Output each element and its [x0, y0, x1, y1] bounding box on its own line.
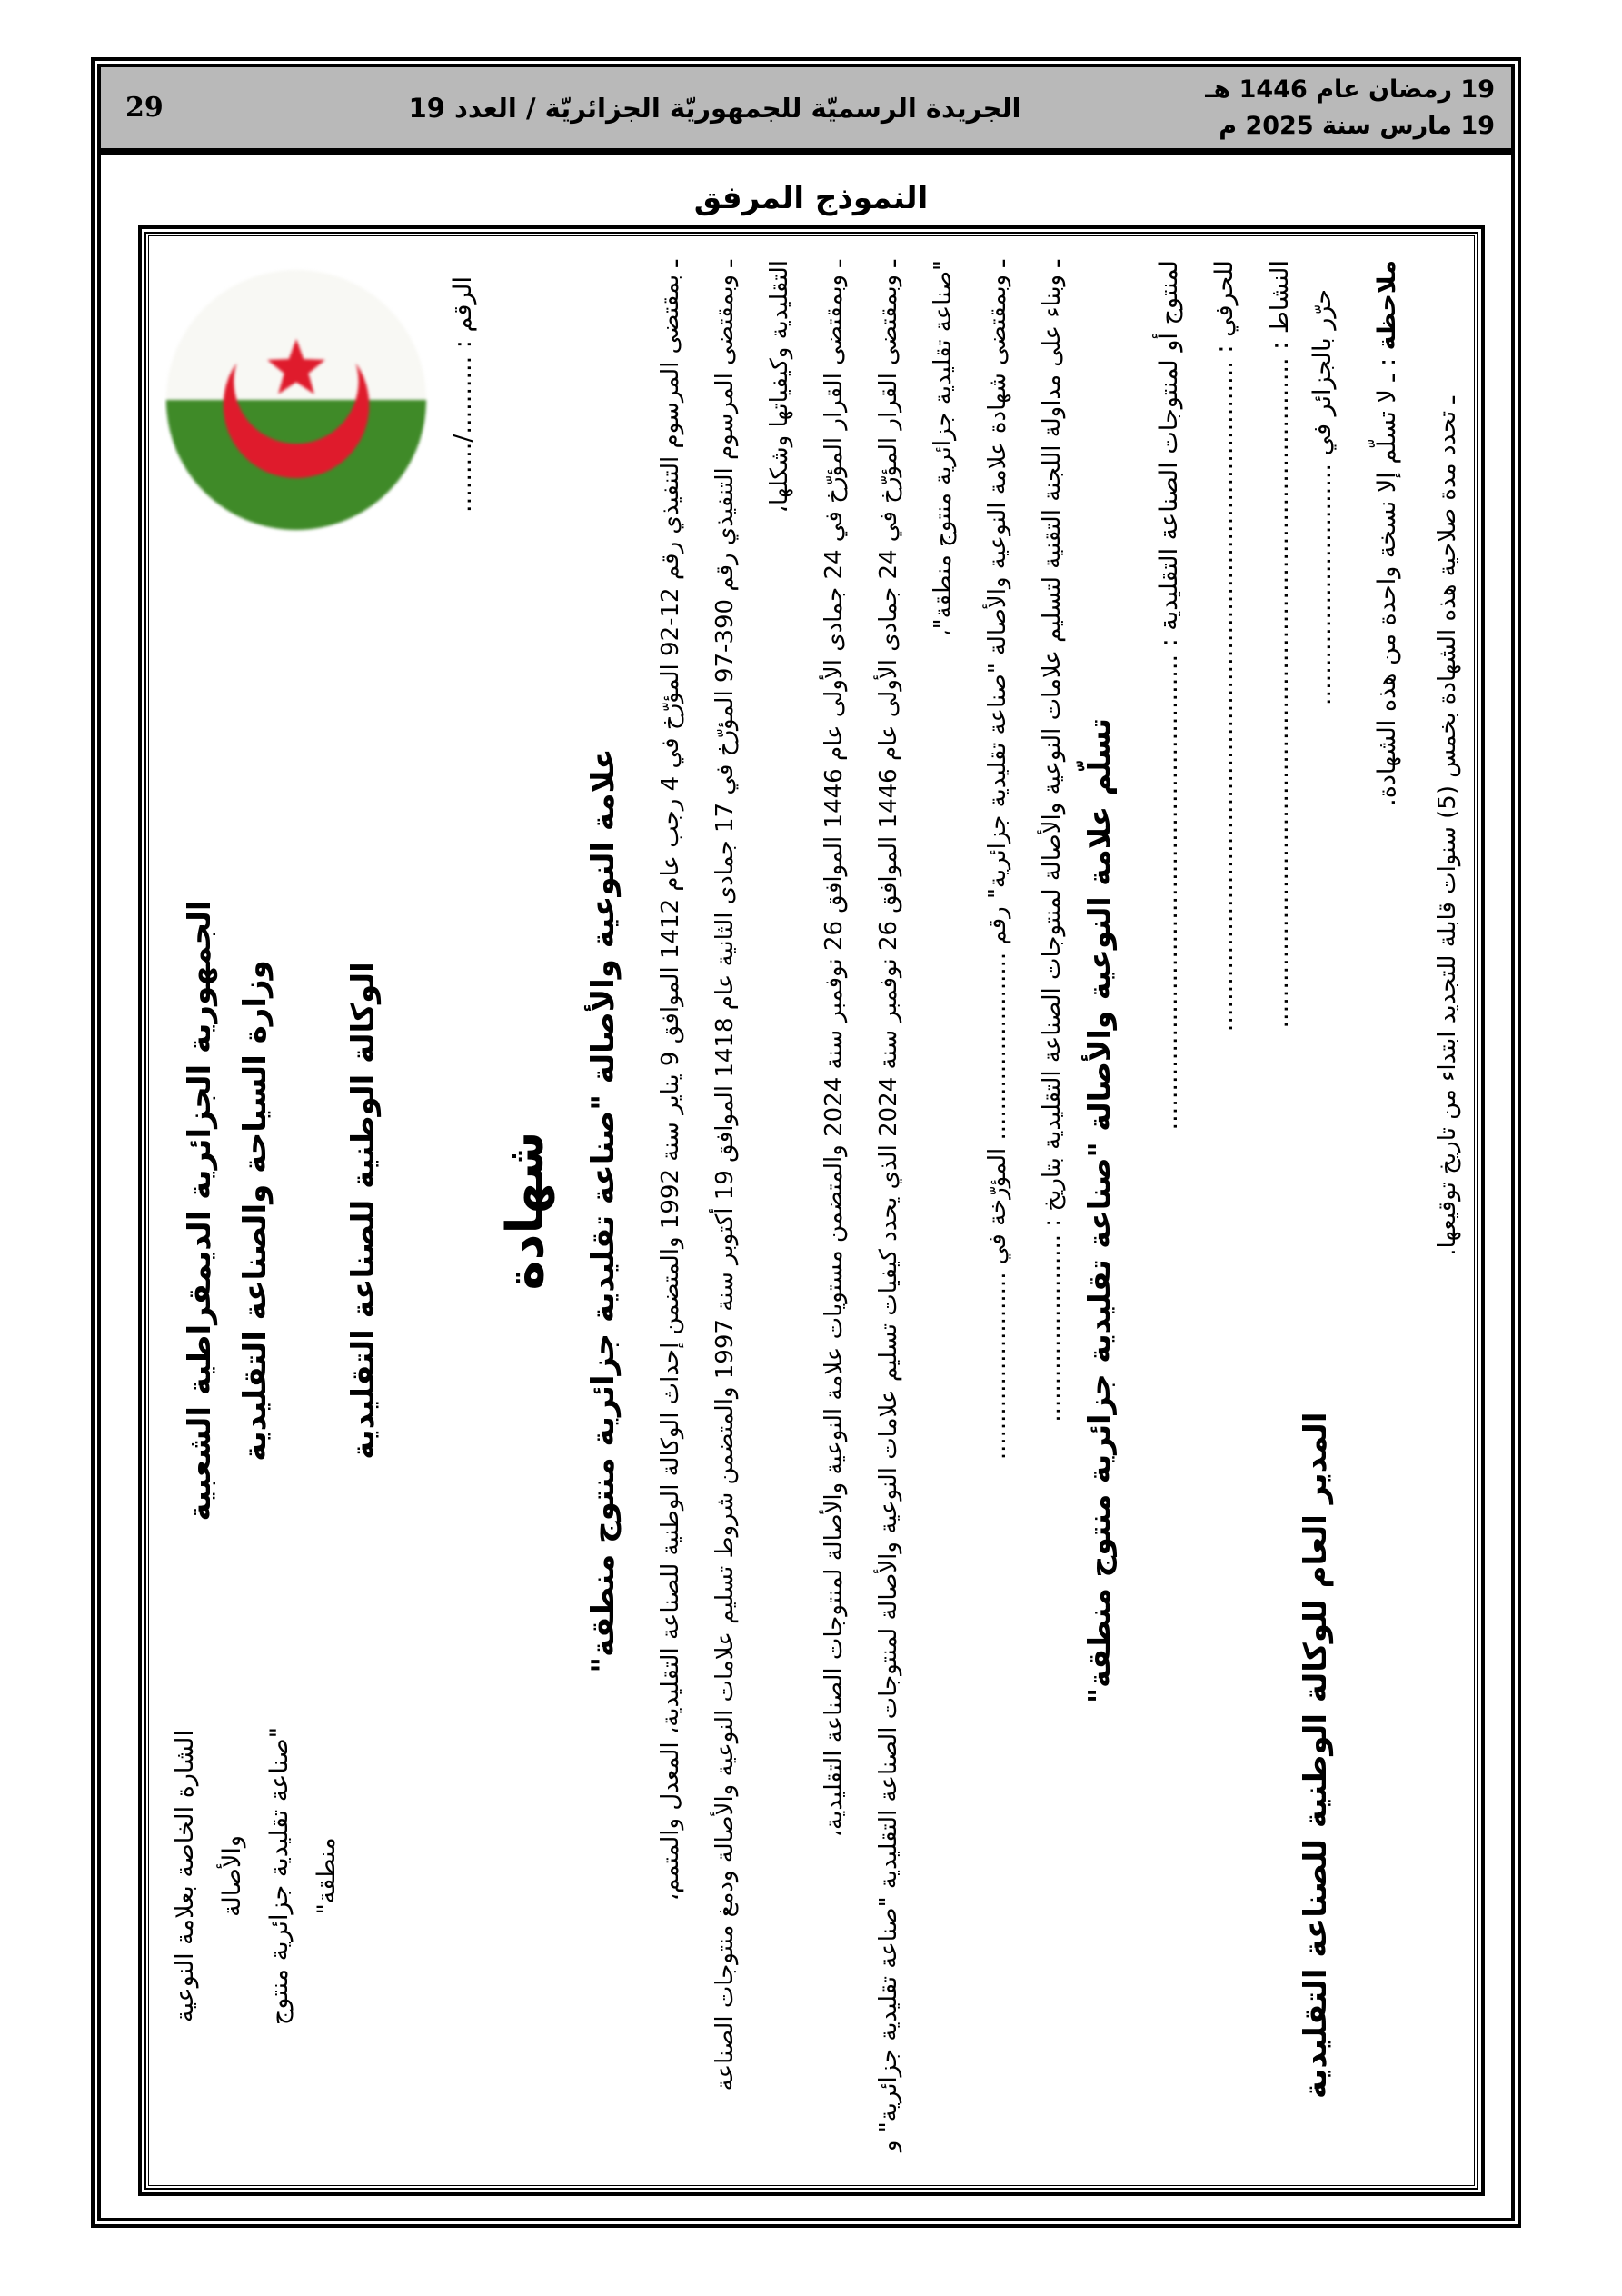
attachment-form-title: النموذج المرفق [693, 180, 929, 216]
page-number: 29 [125, 92, 164, 124]
form-fields [1141, 260, 1308, 2161]
notes-block [1358, 260, 1474, 2161]
note-label: ملاحظة [1373, 260, 1401, 351]
certificate-title: شهادة [496, 1131, 555, 1291]
agency-header: الوكالة الوطنية للصناعة التقليدية [345, 962, 382, 1460]
rotated-certificate [149, 236, 1474, 2185]
preamble-paragraph: ـ وبمقتضى شهادة علامة النوعية والأصالة "صناعة تقليدية جزائرية" رقم ......................... المؤرّخة في ......................... [984, 260, 1011, 1461]
award-statement: تسلّم علامة النوعية والأصالة "صناعة تقليدية جزائرية منتوج منطقة" [1081, 717, 1117, 1704]
republic-header: الجمهورية الجزائرية الديمقراطية الشعبية [182, 900, 218, 1522]
issue-dates [1195, 72, 1495, 145]
certificate-number-line: الرقم : ........../......... [449, 276, 477, 513]
certificate-subtitle: علامة النوعية والأصالة "صناعة تقليدية جزائرية منتوج منطقة" [585, 748, 622, 1673]
product-field: لمنتوج أو لمنتوجات الصناعة التقليدية : ............................................................. [1155, 260, 1183, 1131]
preamble-paragraphs [643, 260, 1080, 2161]
issued-at-line: حرّر بالجزائر في ............................... [1309, 289, 1337, 706]
activity-field: النشاط : ...................................................................................... [1266, 260, 1294, 1029]
certificate-content [149, 236, 1474, 2185]
note-line-1: ملاحظة : ـ لا تسلّم إلا نسخة واحدة من هذه الشهادة. [1373, 260, 1401, 806]
preamble-paragraph: ـ وبمقتضى القرار المؤرّخ في 24 جمادى الأولى عام 1446 الموافق 26 نوفمبر سنة 2024 والمتضمن مستويات علامة النوعية والأصالة لمنتوجات الصناعة التقليدية، [821, 260, 848, 1838]
hijri-date: 19 رمضان عام 1446 هـ [1205, 75, 1495, 104]
artisan-field: للحرفي : ...................................................................................... [1210, 260, 1239, 1033]
preamble-paragraph: ـ وبناء على مداولة اللجنة التقنية لتسليم علامات النوعية والأصالة لمنتوجات الصناعة التقليدية بتاريخ : ......................... [1039, 260, 1066, 1423]
masthead-title: الجريدة الرسميّة للجمهوريّة الجزائريّة / العدد 19 [408, 92, 1021, 124]
preamble-paragraph: ـ وبمقتضى المرسوم التنفيذي رقم 390-97 المؤرّخ في 17 جمادى الثانية عام 1418 الموافق 19 أكتوبر سنة 1997 والمتضمن شروط تسليم علامات النوعية والأصالة ودمغ منتوجات الصناعة التقليدية وكيفياتها وشكلها، [711, 260, 793, 2091]
preamble-paragraph: ـ وبمقتضى القرار المؤرّخ في 24 جمادى الأولى عام 1446 الموافق 26 نوفمبر سنة 2024 الذي يحدد كيفيات تسليم علامات النوعية والأصالة لمنتوجات الصناعة التقليدية "صناعة تقليدية جزائرية" و "صناعة تقليدية جزائرية منتوج منطقة"، [875, 260, 957, 2152]
gazette-header-bar [101, 67, 1511, 155]
algeria-emblem-icon [164, 267, 429, 533]
certificate-frame [138, 225, 1485, 2196]
badge-caption: الشارة الخاصة بعلامة النوعية والأصالة "صناعة تقليدية جزائرية منتوج منطقة" [171, 1726, 341, 2026]
ministry-header: وزارة السياحة والصناعة التقليدية [237, 960, 274, 1462]
gregorian-date: 19 مارس سنة 2025 م [1219, 111, 1495, 140]
director-signature: المدير العام للوكالة الوطنية للصناعة التقليدية [1298, 1412, 1334, 2099]
preamble-paragraph: ـ بمقتضى المرسوم التنفيذي رقم 12-92 المؤرّخ في 4 رجب عام 1412 الموافق 9 يناير سنة 1992 والمتضمن إحداث الوكالة الوطنية للصناعة التقليدية، المعدل والمتمم، [657, 260, 684, 1902]
note-line-2: ـ تحدد مدة صلاحية هذه الشهادة بخمس (5) سنوات قابلة للتجديد ابتداء من تاريخ توقيعها. [1434, 396, 1461, 1256]
